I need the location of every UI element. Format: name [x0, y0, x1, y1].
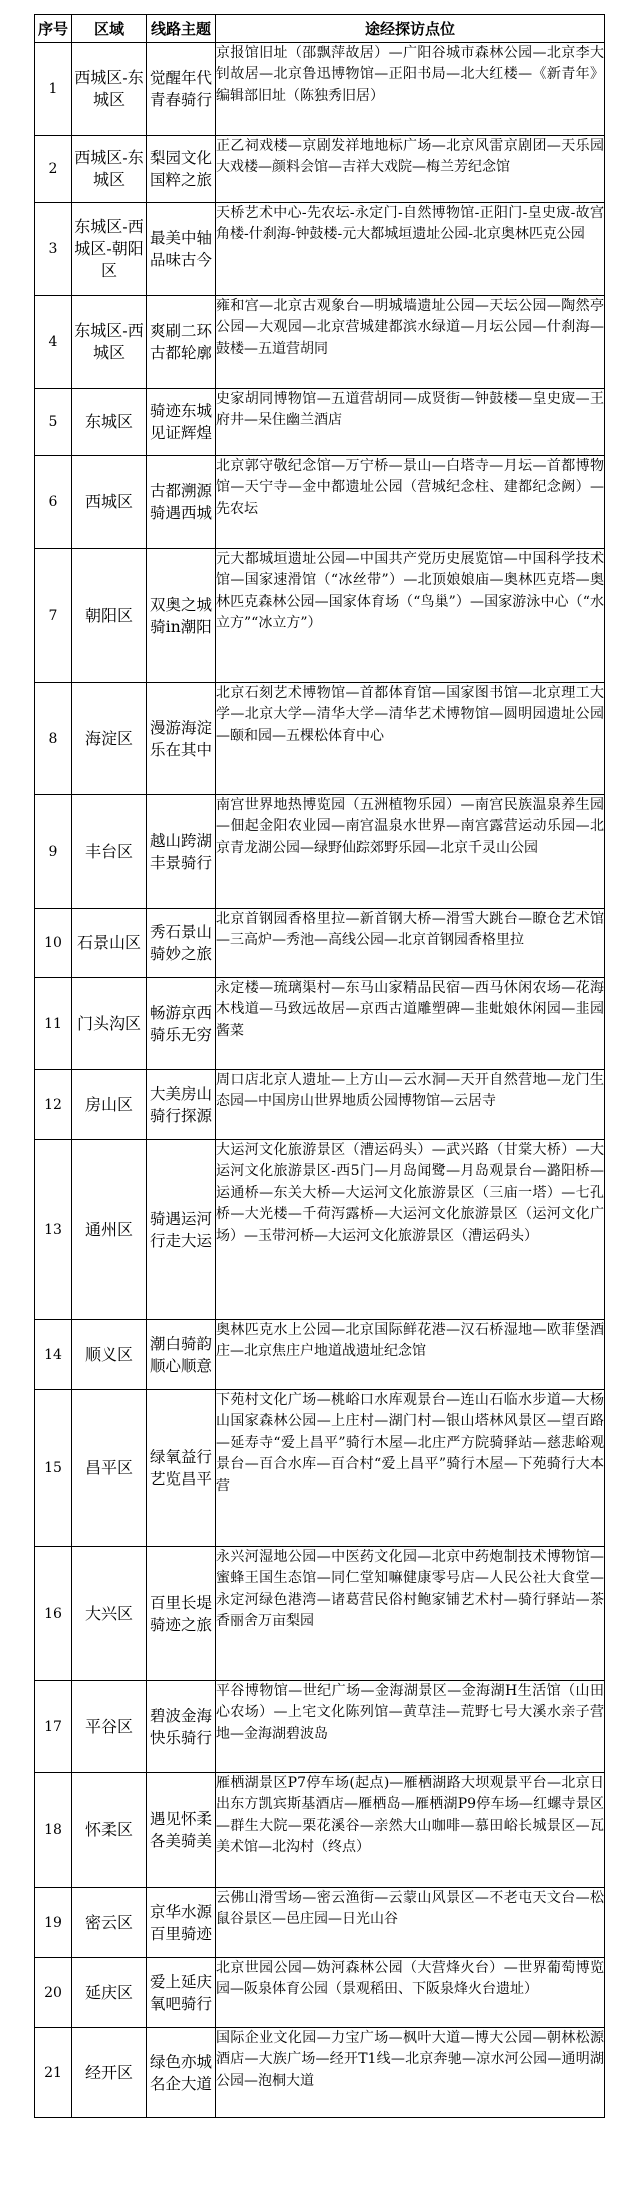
row-theme: 越山跨湖丰景骑行	[147, 795, 216, 909]
row-theme: 秀石景山骑妙之旅	[147, 909, 216, 978]
table-row	[35, 2028, 605, 2118]
row-number: 4	[35, 296, 72, 389]
row-route: 雁栖湖景区P7停车场(起点)—雁栖湖路大坝观景平台—北京日出东方凯宾斯基酒店—雁栖岛—雁栖湖P9停车场—红螺寺景区—群生大院—栗花溪谷—亲然大山咖啡—慕田峪长城景区—瓦美术馆—北沟村（终点）	[216, 1773, 605, 1888]
row-route: 大运河文化旅游景区（漕运码头）—武兴路（甘棠大桥）—大运河文化旅游景区-西5门—月岛闻鹭—月岛观景台—潞阳桥—运通桥—东关大桥—大运河文化旅游景区（三庙一塔）—七孔桥—大光楼—千荷泻露桥—大运河文化旅游景区（运河文化广场）—玉带河桥—大运河文化旅游景区（漕运码头）	[216, 1140, 605, 1320]
row-number: 17	[35, 1681, 72, 1773]
row-theme: 古都溯源骑遇西城	[147, 456, 216, 549]
row-route: 国际企业文化园—力宝广场—枫叶大道—博大公园—朝林松源酒店—大族广场—经开T1线—北京奔驰—凉水河公园—通明湖公园—泡桐大道	[216, 2028, 605, 2118]
row-route: 奥林匹克水上公园—北京国际鲜花港—汉石桥湿地—欧菲堡酒庄—北京焦庄户地道战遗址纪念馆	[216, 1320, 605, 1390]
row-route: 元大都城垣遗址公园—中国共产党历史展览馆—中国科学技术馆—国家速滑馆（“冰丝带”）—北顶娘娘庙—奥林匹克塔—奥林匹克森林公园—国家体育场（“鸟巢”）—国家游泳中心（“水立方”“冰立方”）	[216, 549, 605, 683]
row-number: 7	[35, 549, 72, 683]
table-row	[35, 456, 605, 549]
row-number: 2	[35, 136, 72, 203]
row-theme: 百里长堤骑迹之旅	[147, 1547, 216, 1681]
table-row	[35, 549, 605, 683]
table-row	[35, 1320, 605, 1390]
row-district: 朝阳区	[72, 549, 147, 683]
row-number: 6	[35, 456, 72, 549]
table-row	[35, 1888, 605, 1958]
row-district: 经开区	[72, 2028, 147, 2118]
row-district: 延庆区	[72, 1958, 147, 2028]
row-district: 海淀区	[72, 683, 147, 795]
row-route: 北京石刻艺术博物馆—首都体育馆—国家图书馆—北京理工大学—北京大学—清华大学—清华艺术博物馆—圆明园遗址公园—颐和园—五棵松体育中心	[216, 683, 605, 795]
table-row	[35, 136, 605, 203]
row-district: 顺义区	[72, 1320, 147, 1390]
row-district: 西城区-东城区	[72, 43, 147, 136]
header-route: 途经探访点位	[216, 15, 605, 43]
table-row	[35, 683, 605, 795]
table-row	[35, 296, 605, 389]
row-district: 门头沟区	[72, 978, 147, 1070]
row-theme: 京华水源百里骑迹	[147, 1888, 216, 1958]
table-row	[35, 1773, 605, 1888]
row-number: 9	[35, 795, 72, 909]
row-number: 15	[35, 1390, 72, 1547]
row-district: 东城区-西城区	[72, 296, 147, 389]
row-district: 怀柔区	[72, 1773, 147, 1888]
row-theme: 大美房山骑行探源	[147, 1070, 216, 1140]
table-row	[35, 1140, 605, 1320]
table-row	[35, 909, 605, 978]
row-number: 19	[35, 1888, 72, 1958]
row-district: 东城区-西城区-朝阳区	[72, 203, 147, 296]
row-theme: 双奥之城骑in潮阳	[147, 549, 216, 683]
row-theme: 最美中轴品味古今	[147, 203, 216, 296]
row-route: 史家胡同博物馆—五道营胡同—成贤街—钟鼓楼—皇史宬—王府井—呆住幽兰酒店	[216, 389, 605, 456]
row-route: 北京首钢园香格里拉—新首钢大桥—滑雪大跳台—瞭仓艺术馆—三高炉—秀池—高线公园—北京首钢园香格里拉	[216, 909, 605, 978]
row-number: 3	[35, 203, 72, 296]
row-theme: 漫游海淀乐在其中	[147, 683, 216, 795]
row-route: 正乙祠戏楼—京剧发祥地地标广场—北京风雷京剧团—天乐园大戏楼—颜料会馆—吉祥大戏院—梅兰芳纪念馆	[216, 136, 605, 203]
row-district: 东城区	[72, 389, 147, 456]
row-route: 周口店北京人遗址—上方山—云水洞—天开自然营地—龙门生态园—中国房山世界地质公园博物馆—云居寺	[216, 1070, 605, 1140]
row-number: 18	[35, 1773, 72, 1888]
table-row	[35, 1390, 605, 1547]
header-row	[35, 15, 605, 43]
row-route: 京报馆旧址（邵飘萍故居）—广阳谷城市森林公园—北京李大钊故居—北京鲁迅博物馆—正阳书局—北大红楼—《新青年》编辑部旧址（陈独秀旧居）	[216, 43, 605, 136]
row-theme: 碧波金海快乐骑行	[147, 1681, 216, 1773]
row-theme: 骑迹东城见证辉煌	[147, 389, 216, 456]
row-route: 永兴河湿地公园—中医药文化园—北京中药炮制技术博物馆—蜜蜂王国生态馆—同仁堂知嘛健康零号店—人民公社大食堂—永定河绿色港湾—诸葛营民俗村鲍家铺艺术村—骑行驿站—茶香丽舍万亩梨园	[216, 1547, 605, 1681]
table-row	[35, 389, 605, 456]
row-number: 5	[35, 389, 72, 456]
row-district: 密云区	[72, 1888, 147, 1958]
row-theme: 骑遇运河行走大运	[147, 1140, 216, 1320]
row-district: 西城区-东城区	[72, 136, 147, 203]
row-district: 昌平区	[72, 1390, 147, 1547]
row-route: 北京郭守敬纪念馆—万宁桥—景山—白塔寺—月坛—首都博物馆—天宁寺—金中都遗址公园（营城纪念柱、建都纪念阙）—先农坛	[216, 456, 605, 549]
row-theme: 潮白骑韵顺心顺意	[147, 1320, 216, 1390]
row-theme: 绿色亦城名企大道	[147, 2028, 216, 2118]
row-district: 丰台区	[72, 795, 147, 909]
row-route: 平谷博物馆—世纪广场—金海湖景区—金海湖H生活馆（山田心农场）—上宅文化陈列馆—黄草洼—荒野七号大溪水亲子营地—金海湖碧波岛	[216, 1681, 605, 1773]
row-theme: 畅游京西骑乐无穷	[147, 978, 216, 1070]
row-district: 通州区	[72, 1140, 147, 1320]
row-theme: 遇见怀柔各美骑美	[147, 1773, 216, 1888]
row-theme: 爱上延庆氧吧骑行	[147, 1958, 216, 2028]
table-row	[35, 1681, 605, 1773]
row-number: 11	[35, 978, 72, 1070]
row-district: 石景山区	[72, 909, 147, 978]
table-row	[35, 795, 605, 909]
row-district: 大兴区	[72, 1547, 147, 1681]
table-row	[35, 203, 605, 296]
table-row	[35, 1547, 605, 1681]
row-number: 8	[35, 683, 72, 795]
row-theme: 绿氧益行艺览昌平	[147, 1390, 216, 1547]
row-route: 云佛山滑雪场—密云渔街—云蒙山风景区—不老屯天文台—松鼠谷景区—邑庄园—日光山谷	[216, 1888, 605, 1958]
row-route: 下苑村文化广场—桃峪口水库观景台—连山石临水步道—大杨山国家森林公园—上庄村—湖门村—银山塔林风景区—望百路—延寿寺“爱上昌平”骑行木屋—北庄严方院骑驿站—慈悲峪观景台—百合水库—百合村“爱上昌平”骑行木屋—下苑骑行大本营	[216, 1390, 605, 1547]
row-number: 10	[35, 909, 72, 978]
row-route: 北京世园公园—妫河森林公园（大营烽火台）—世界葡萄博览园—阪泉体育公园（景观稻田、下阪泉烽火台遗址）	[216, 1958, 605, 2028]
row-theme: 觉醒年代青春骑行	[147, 43, 216, 136]
row-number: 20	[35, 1958, 72, 2028]
table-row	[35, 1958, 605, 2028]
row-number: 13	[35, 1140, 72, 1320]
table-row	[35, 1070, 605, 1140]
table-row	[35, 43, 605, 136]
header-theme: 线路主题	[147, 15, 216, 43]
row-number: 12	[35, 1070, 72, 1140]
row-route: 天桥艺术中心-先农坛-永定门-自然博物馆-正阳门-皇史宬-故宫角楼-什刹海-钟鼓楼-元大都城垣遗址公园-北京奥林匹克公园	[216, 203, 605, 296]
header-number: 序号	[35, 15, 72, 43]
row-route: 永定楼—琉璃渠村—东马山家精品民宿—西马休闲农场—花海木栈道—马致远故居—京西古道雕塑碑—韭蚍娘休闲园—韭园酱菜	[216, 978, 605, 1070]
route-table	[34, 14, 605, 2118]
table-row	[35, 978, 605, 1070]
row-route: 南宫世界地热博览园（五洲植物乐园）—南宫民族温泉养生园—佃起金阳农业园—南宫温泉水世界—南宫露营运动乐园—北京青龙湖公园—绿野仙踪郊野乐园—北京千灵山公园	[216, 795, 605, 909]
row-district: 房山区	[72, 1070, 147, 1140]
row-number: 1	[35, 43, 72, 136]
row-number: 14	[35, 1320, 72, 1390]
row-number: 16	[35, 1547, 72, 1681]
row-theme: 爽刷二环古都轮廓	[147, 296, 216, 389]
table-body	[35, 43, 605, 2118]
row-district: 平谷区	[72, 1681, 147, 1773]
row-district: 西城区	[72, 456, 147, 549]
row-route: 雍和宫—北京古观象台—明城墙遗址公园—天坛公园—陶然亭公园—大观园—北京营城建都滨水绿道—月坛公园—什刹海—鼓楼—五道营胡同	[216, 296, 605, 389]
header-district: 区域	[72, 15, 147, 43]
row-theme: 梨园文化国粹之旅	[147, 136, 216, 203]
row-number: 21	[35, 2028, 72, 2118]
